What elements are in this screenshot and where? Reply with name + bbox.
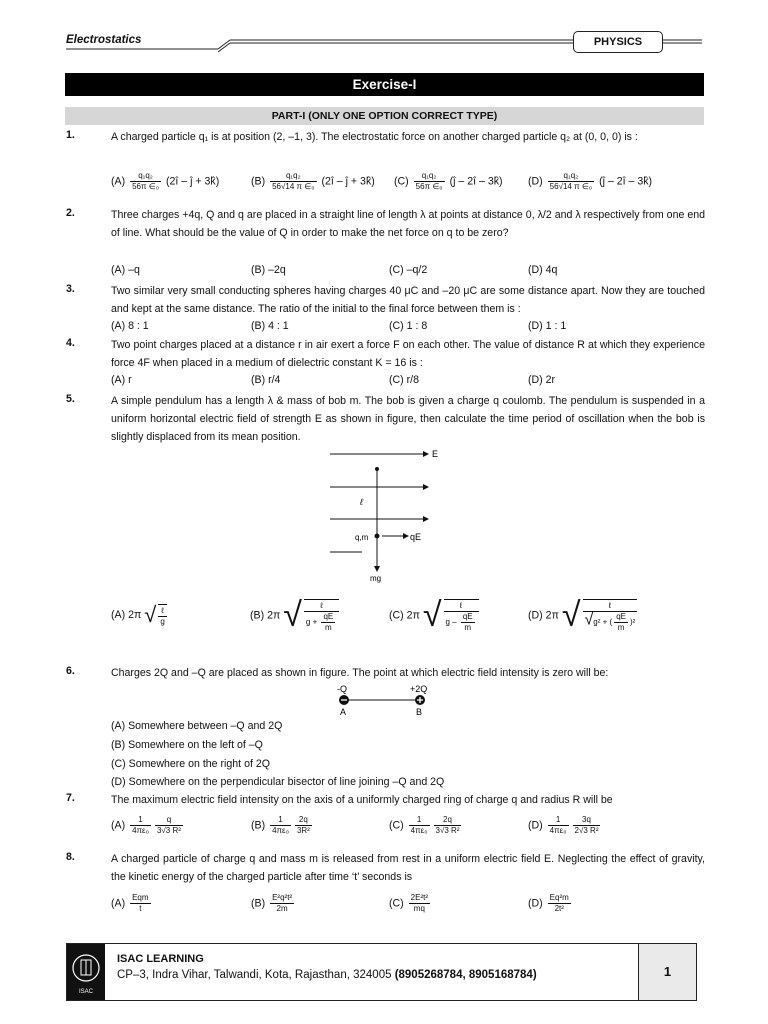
option-label: (D): [528, 897, 543, 910]
numerator: 2E²t²: [410, 893, 429, 902]
sqrt-icon: √: [422, 596, 442, 634]
option-a: [111, 171, 219, 192]
option-d: [528, 171, 652, 192]
option-d: (D) 4q: [528, 264, 558, 276]
vector-expression: (2î – ĵ + 3k̂): [165, 175, 220, 188]
question-text: Three charges +4q, Q and q are placed in a straight line of length λ at points at distance 0, λ/2 and λ respectively from one end of line. What should be the value of Q in order to make the net force on q to be zero?: [111, 209, 705, 239]
fraction: [548, 893, 571, 914]
option-b: [251, 171, 375, 192]
weight-label: mg: [370, 574, 382, 583]
question-number: 8.: [66, 851, 75, 863]
numerator: ℓ: [158, 606, 166, 617]
denominator: mq: [413, 904, 425, 913]
option-b: (B) –2q: [251, 264, 286, 276]
denominator: 2√3 R²: [574, 826, 599, 835]
point-b-label: B: [416, 707, 423, 717]
fraction: [321, 612, 335, 633]
denominator: 2t²: [554, 904, 564, 913]
option-label: (C): [389, 897, 404, 910]
question-text: Charges 2Q and –Q are placed as shown in figure. The point at which electric field intensity is zero will be:: [111, 667, 609, 679]
denominator: 3√3 R²: [156, 826, 181, 835]
option-d: (D) 2r: [528, 374, 556, 386]
fraction: [130, 893, 150, 914]
force-label: qE: [410, 532, 422, 542]
numerator: qE: [462, 611, 473, 621]
fraction: [304, 599, 339, 633]
charges-figure: [330, 682, 434, 718]
fraction: [548, 171, 594, 192]
denominator: 56π ∈₀: [415, 182, 443, 191]
question-text: The maximum electric field intensity on the axis of a uniformly charged ring of charge q and radius R will be: [111, 794, 613, 806]
denominator: 56√14 π ∈₀: [549, 182, 593, 191]
fraction: [434, 815, 462, 836]
option-b: [251, 893, 296, 914]
sqrt-icon: √: [561, 596, 581, 634]
option-label: (D): [528, 819, 543, 832]
fraction: [461, 612, 475, 633]
denominator: 3R²: [296, 826, 310, 835]
isac-logo: [67, 944, 105, 1000]
numerator: q: [155, 815, 183, 826]
question-number: 4.: [66, 337, 75, 349]
numerator: qE: [616, 611, 626, 621]
option-label: (A): [111, 897, 126, 910]
numerator: 1: [270, 815, 291, 826]
question-number: 1.: [66, 129, 75, 141]
denominator: m: [325, 622, 332, 632]
option-a: [111, 893, 153, 914]
sqrt-icon: √: [283, 596, 302, 634]
question-number: 5.: [66, 393, 75, 405]
option-label: (C): [389, 819, 404, 832]
address-text: CP–3, Indra Vihar, Talwandi, Kota, Rajasthan, 324005: [117, 969, 392, 981]
denominator: 56π ∈₀: [132, 182, 160, 191]
denominator: [444, 612, 479, 633]
denominator: 4πε₀: [272, 826, 289, 835]
pendulum-figure: [320, 447, 450, 587]
option-a: [111, 815, 185, 836]
svg-text:ISAC: ISAC: [78, 989, 94, 995]
option-label: (D): [528, 609, 543, 622]
option-c: [389, 815, 463, 836]
bob: [375, 534, 380, 539]
option-a: (A) –q: [111, 264, 140, 276]
chapter-title: Electrostatics: [66, 34, 142, 46]
option-c: (C) –q/2: [389, 264, 428, 276]
option-d: [528, 893, 573, 914]
fraction: [548, 815, 569, 836]
fraction: [295, 815, 312, 836]
fraction: [130, 171, 161, 192]
bob-label: q,m: [355, 533, 369, 542]
option-label: (B): [251, 175, 266, 188]
fraction: [270, 815, 291, 836]
denominator: m: [617, 622, 625, 632]
denominator: t: [139, 904, 142, 913]
numerator: 2q: [434, 815, 462, 826]
prefix: 2π: [128, 608, 142, 621]
logo-emblem-icon: [67, 944, 105, 1000]
option-c: (C) r/8: [389, 374, 420, 386]
fraction: [270, 171, 316, 192]
option-label: (A): [111, 175, 126, 188]
option-label: (A): [111, 608, 126, 621]
numerator: 1: [548, 815, 569, 826]
question-5-options: [111, 596, 705, 660]
prefix: 2π: [406, 609, 420, 622]
question-text: A charged particle q₁ is at position (2, –1, 3). The electrostatic force on another charged particle q₂ at (0, 0, 0) is :: [111, 131, 638, 143]
fraction: [155, 815, 183, 836]
option-label: (B): [250, 609, 265, 622]
question-8: [66, 851, 706, 931]
denominator: 3√3 R²: [435, 826, 460, 835]
question-number: 6.: [66, 665, 75, 677]
support-point: [375, 467, 379, 471]
numerator: q₁q₂: [130, 171, 161, 182]
vector-expression: (2î – ĵ + 3k̂): [321, 175, 375, 188]
numerator: Eqm: [132, 893, 149, 902]
question-text: A simple pendulum has a length λ & mass of bob m. The bob is given a charge q coulomb. The pendulum is suspended in a uniform horizontal electric field of strength E as shown in figure, then calculate the time period of oscillation when the bob is slightly displaced from its mean position.: [111, 395, 705, 443]
option-c: [394, 171, 503, 192]
denominator: [304, 612, 339, 633]
question-number: 7.: [66, 792, 75, 804]
option-label: (C): [389, 609, 404, 622]
question-number: 2.: [66, 207, 75, 219]
option-label: (B): [251, 819, 266, 832]
denominator: 4πε₀: [410, 826, 428, 835]
option-label: (C): [394, 175, 409, 188]
option-d: [528, 815, 602, 836]
denominator: 56√14 π ∈₀: [272, 182, 315, 191]
sqrt-icon: √: [584, 611, 594, 629]
numerator: q₁q₂: [270, 171, 316, 182]
fraction: [270, 893, 294, 914]
numerator: 3q: [573, 815, 601, 826]
sqrt-icon: √: [144, 602, 157, 627]
prefix: 2π: [267, 609, 281, 622]
fraction: [583, 599, 638, 633]
fraction: [130, 815, 151, 836]
numerator: Eq²m: [549, 893, 569, 902]
question-7: [66, 792, 706, 850]
prefix: 2π: [545, 609, 559, 622]
vector-expression: (ĵ – 2î – 3k̂): [599, 175, 653, 188]
option-c: [389, 893, 432, 914]
denominator: 4πε₀: [132, 826, 149, 835]
option-d: [528, 596, 639, 635]
denominator: 2m: [276, 904, 288, 913]
left-charge-label: -Q: [337, 684, 347, 694]
option-b: (B) r/4: [251, 374, 281, 386]
exercise-title: Exercise-I: [65, 73, 704, 96]
denominator: 4πε₀: [549, 826, 567, 835]
option-c: (C) Somewhere on the right of 2Q: [111, 758, 270, 770]
option-c: [389, 596, 481, 635]
den-term: g² +: [593, 617, 608, 627]
option-b: [251, 815, 314, 836]
numerator: q₁q₂: [548, 171, 594, 182]
page-number: 1: [638, 944, 696, 1000]
question-4: [66, 337, 706, 392]
denominator: √g² + ( $\frac{qE}{m}$ )²: [584, 611, 636, 632]
fraction: [414, 171, 445, 192]
option-d: (D) 1 : 1: [528, 320, 567, 332]
numerator: ℓ: [444, 601, 479, 612]
length-label: ℓ: [360, 497, 363, 507]
address: [117, 969, 537, 981]
question-number: 3.: [66, 283, 75, 295]
option-a: (A) Somewhere between –Q and 2Q: [111, 720, 283, 732]
org-name: ISAC LEARNING: [117, 953, 204, 965]
numerator: E²q²t²: [272, 893, 293, 902]
subject-badge: PHYSICS: [573, 31, 663, 53]
fraction: [614, 612, 628, 633]
option-d: (D) Somewhere on the perpendicular bisector of line joining –Q and 2Q: [111, 776, 445, 788]
option-a: [111, 602, 169, 628]
fraction: [158, 604, 166, 627]
question-2: [66, 207, 706, 282]
fraction: [409, 893, 430, 914]
phone-numbers: (8905268784, 8905168784): [394, 969, 537, 981]
option-a: (A) r: [111, 374, 132, 386]
fraction: [409, 815, 430, 836]
den-term: g +: [305, 617, 318, 627]
numerator: qE: [323, 611, 334, 621]
den-term: g –: [445, 617, 457, 627]
numerator: 1: [409, 815, 430, 826]
footer: [66, 943, 697, 1001]
numerator: ℓ: [304, 601, 339, 612]
question-text: A charged particle of charge q and mass m is released from rest in a uniform electric field E. Neglecting the effect of gravity, the kinetic energy of the charged particle after time ‘t’ seconds is: [111, 853, 705, 883]
option-a: (A) 8 : 1: [111, 320, 149, 332]
numerator: 2q: [295, 815, 312, 826]
question-1: [66, 129, 706, 199]
question-3: [66, 283, 706, 338]
option-label: (A): [111, 819, 126, 832]
option-c: (C) 1 : 8: [389, 320, 428, 332]
option-b: [250, 596, 341, 635]
vector-expression: (ĵ – 2î – 3k̂): [449, 175, 503, 188]
part-title: PART-I (ONLY ONE OPTION CORRECT TYPE): [65, 107, 704, 125]
numerator: ℓ: [583, 601, 638, 612]
option-b: (B) Somewhere on the left of –Q: [111, 739, 263, 751]
question-5: [66, 393, 706, 448]
field-label: E: [432, 449, 439, 459]
fraction: [444, 599, 479, 633]
fraction: [573, 815, 601, 836]
question-text: Two point charges placed at a distance r in air exert a force F on each other. The value of distance R at which they experience force 4F when placed in a medium of dielectric constant K = 16 is :: [111, 339, 705, 369]
numerator: 1: [130, 815, 151, 826]
denominator: m: [464, 622, 472, 632]
numerator: q₁q₂: [414, 171, 445, 182]
option-label: (B): [251, 897, 266, 910]
option-label: (D): [528, 175, 543, 188]
right-charge-label: +2Q: [410, 684, 428, 694]
denominator: g: [160, 616, 165, 626]
option-b: (B) 4 : 1: [251, 320, 289, 332]
point-a-label: A: [340, 707, 347, 717]
question-text: Two similar very small conducting spheres having charges 40 μC and –20 μC are some distance apart. Now they are touched and kept at the same distance. The ratio of the initial to the final force between them is :: [111, 285, 705, 315]
